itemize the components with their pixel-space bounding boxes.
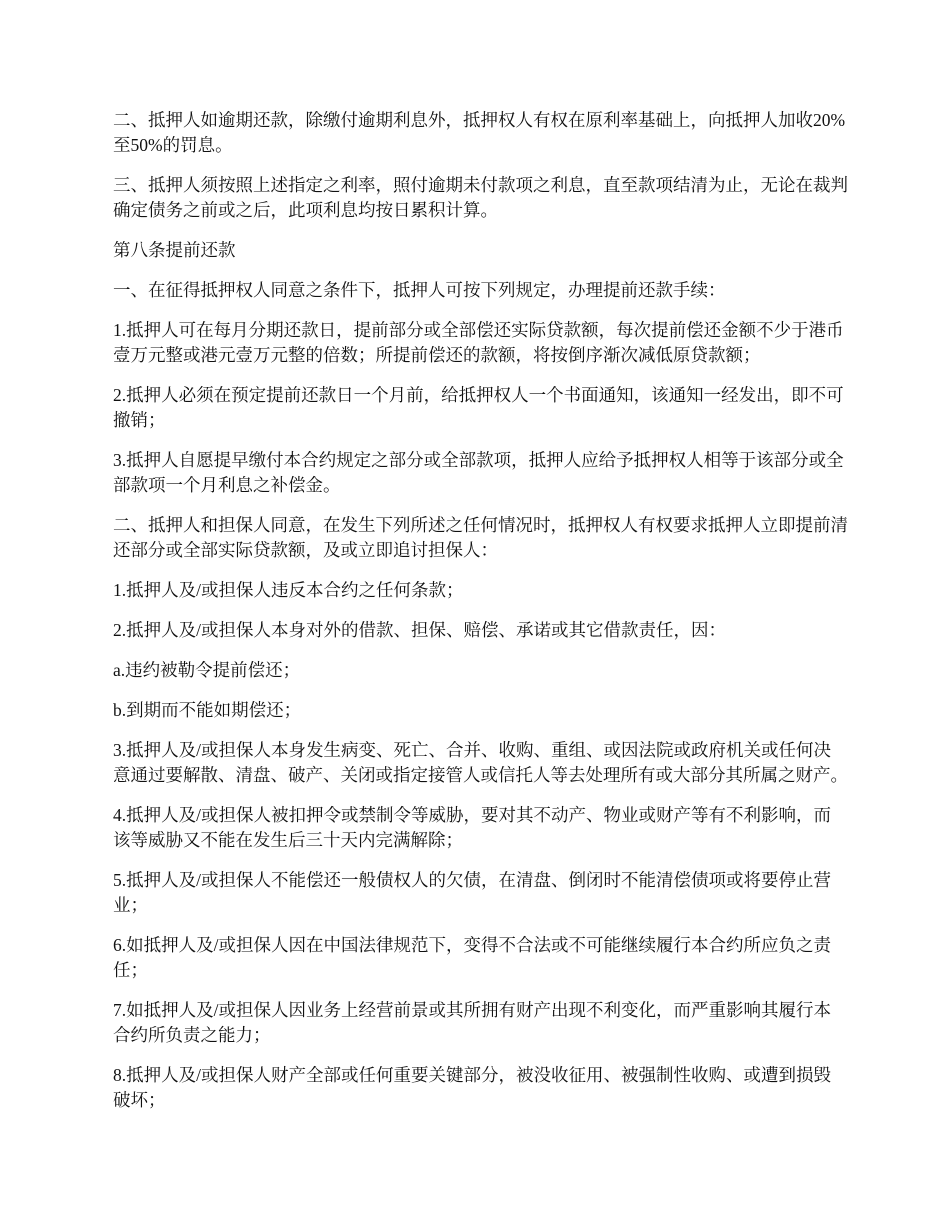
paragraph-overdue-interest: 三、抵押人须按照上述指定之利率，照付逾期未付款项之利息，直至款项结清为止，无论在裁判确定债务之前或之后，此项利息均按日累积计算。 (113, 175, 848, 220)
list-item: 4.抵押人及/或担保人被扣押令或禁制令等威胁，要对其不动产、物业或财产等有不利影响，而该等威胁又不能在发生后三十天内完满解除； (113, 805, 831, 850)
section-heading-early-repayment: 第八条提前还款 (113, 240, 236, 260)
paragraph-acceleration-events: 二、抵押人和担保人同意，在发生下列所述之任何情况时，抵押权人有权要求抵押人立即提前清还部分或全部实际贷款额，及或立即追讨担保人： (113, 515, 848, 560)
list-item: 1.抵押人可在每月分期还款日，提前部分或全部偿还实际贷款额，每次提前偿还金额不少于港币壹万元整或港元壹万元整的倍数；所提前偿还的款额，将按倒序渐次减低原贷款额； (113, 320, 844, 365)
document-page (113, 108, 848, 1128)
list-item: b.到期而不能如期偿还； (113, 700, 302, 720)
list-item: 3.抵押人自愿提早缴付本合约规定之部分或全部款项，抵押人应给予抵押权人相等于该部分或全部款项一个月利息之补偿金。 (113, 450, 844, 495)
paragraph-early-repayment-conditions: 一、在征得抵押权人同意之条件下，抵押人可按下列规定，办理提前还款手续： (113, 280, 726, 300)
list-item: 8.抵押人及/或担保人财产全部或任何重要关键部分，被没收征用、被强制性收购、或遭到损毁破坏； (113, 1065, 831, 1110)
list-item: 6.如抵押人及/或担保人因在中国法律规范下，变得不合法或不可能继续履行本合约所应负之责任； (113, 935, 831, 980)
list-item: a.违约被勒令提前偿还； (113, 660, 301, 680)
list-item: 2.抵押人及/或担保人本身对外的借款、担保、赔偿、承诺或其它借款责任，因： (113, 620, 726, 640)
list-item: 3.抵押人及/或担保人本身发生病变、死亡、合并、收购、重组、或因法院或政府机关或任何决意通过要解散、清盘、破产、关闭或指定接管人或信托人等去处理所有或大部分其所属之财产。 (113, 740, 848, 785)
paragraph-overdue-penalty: 二、抵押人如逾期还款，除缴付逾期利息外，抵押权人有权在原利率基础上，向抵押人加收20%至50%的罚息。 (113, 110, 846, 155)
list-item: 1.抵押人及/或担保人违反本合约之任何条款； (113, 580, 464, 600)
list-item: 5.抵押人及/或担保人不能偿还一般债权人的欠债，在清盘、倒闭时不能清偿债项或将要停止营业； (113, 870, 831, 915)
list-item: 2.抵押人必须在预定提前还款日一个月前，给抵押权人一个书面通知，该通知一经发出，即不可撤销； (113, 385, 844, 430)
list-item: 7.如抵押人及/或担保人因业务上经营前景或其所拥有财产出现不利变化，而严重影响其履行本合约所负责之能力； (113, 1000, 831, 1045)
